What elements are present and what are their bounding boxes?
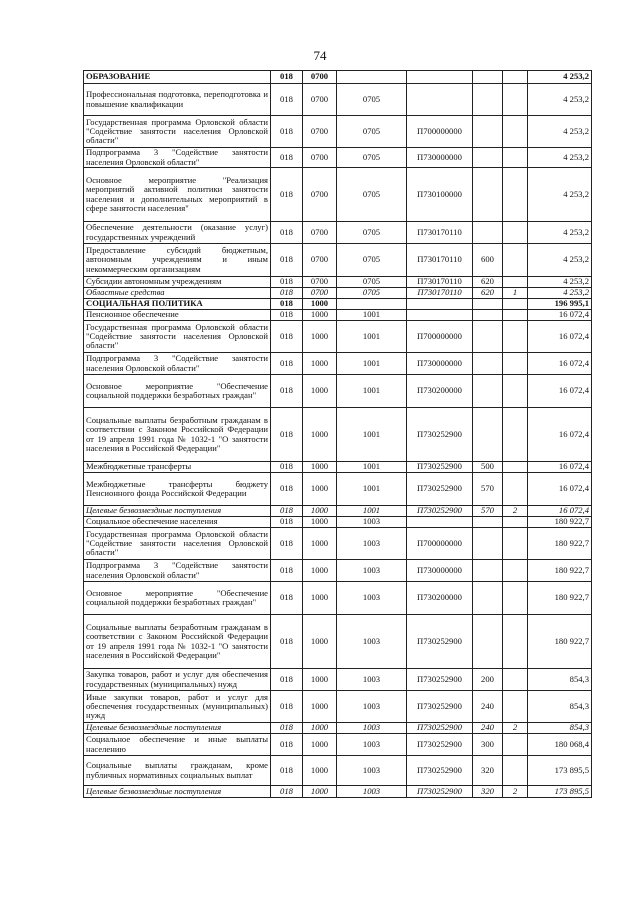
table-row	[84, 473, 592, 506]
row-pr: 0705	[337, 84, 407, 116]
table-row	[84, 560, 592, 582]
row-csr: П730252900	[407, 756, 473, 786]
row-vr	[473, 148, 503, 168]
row-name: Основное мероприятие "Обеспечение социальной поддержки безработных граждан"	[84, 375, 271, 408]
row-sub: 2	[503, 506, 528, 517]
row-vr	[473, 375, 503, 408]
row-sum: 16 072,4	[528, 473, 592, 506]
budget-table-body	[84, 71, 592, 798]
row-sum: 4 253,2	[528, 277, 592, 288]
row-csr: П730252900	[407, 669, 473, 691]
row-csr	[407, 299, 473, 310]
row-rz: 1000	[303, 528, 337, 560]
table-row	[84, 353, 592, 375]
table-row	[84, 786, 592, 798]
row-ved: 018	[271, 756, 303, 786]
row-sub	[503, 168, 528, 222]
row-sum: 854,3	[528, 723, 592, 734]
row-csr	[407, 84, 473, 116]
row-sum: 180 068,4	[528, 734, 592, 756]
row-vr: 200	[473, 669, 503, 691]
row-rz: 1000	[303, 723, 337, 734]
row-rz: 1000	[303, 299, 337, 310]
row-sum: 4 253,2	[528, 168, 592, 222]
row-csr: П730252900	[407, 615, 473, 669]
row-pr: 0705	[337, 244, 407, 277]
table-row	[84, 517, 592, 528]
row-ved: 018	[271, 116, 303, 148]
row-vr	[473, 310, 503, 321]
row-csr: П700000000	[407, 528, 473, 560]
row-vr: 500	[473, 462, 503, 473]
table-row	[84, 462, 592, 473]
row-vr: 570	[473, 506, 503, 517]
row-rz: 1000	[303, 756, 337, 786]
row-pr: 0705	[337, 288, 407, 299]
row-pr: 0705	[337, 168, 407, 222]
row-vr	[473, 615, 503, 669]
row-vr: 570	[473, 473, 503, 506]
row-name: Социальные выплаты безработным гражданам в соответствии с Законом Российской Федерации от 19 апреля 1991 года № 1032-1 "О занятости населения в Российской Федерации"	[84, 615, 271, 669]
row-vr	[473, 528, 503, 560]
row-csr: П730200000	[407, 375, 473, 408]
row-pr: 1003	[337, 517, 407, 528]
row-ved: 018	[271, 244, 303, 277]
row-pr: 1001	[337, 353, 407, 375]
row-csr	[407, 71, 473, 84]
row-rz: 0700	[303, 148, 337, 168]
row-rz: 0700	[303, 244, 337, 277]
row-rz: 0700	[303, 116, 337, 148]
row-rz: 1000	[303, 786, 337, 798]
row-pr: 0705	[337, 148, 407, 168]
row-name: Межбюджетные трансферты	[84, 462, 271, 473]
row-vr	[473, 71, 503, 84]
row-sum: 180 922,7	[528, 615, 592, 669]
row-ved: 018	[271, 277, 303, 288]
row-pr: 1003	[337, 756, 407, 786]
table-row	[84, 691, 592, 723]
row-ved: 018	[271, 582, 303, 615]
row-ved: 018	[271, 310, 303, 321]
row-pr: 1003	[337, 582, 407, 615]
row-sum: 4 253,2	[528, 116, 592, 148]
row-vr: 600	[473, 244, 503, 277]
row-pr: 1003	[337, 723, 407, 734]
row-ved: 018	[271, 299, 303, 310]
row-ved: 018	[271, 462, 303, 473]
row-vr	[473, 582, 503, 615]
row-sum: 173 895,5	[528, 786, 592, 798]
table-row	[84, 148, 592, 168]
row-rz: 1000	[303, 353, 337, 375]
row-sub	[503, 71, 528, 84]
table-row	[84, 408, 592, 462]
row-csr: П730200000	[407, 582, 473, 615]
row-ved: 018	[271, 148, 303, 168]
table-row	[84, 506, 592, 517]
row-sub	[503, 615, 528, 669]
row-name: Социальные выплаты гражданам, кроме публичных нормативных социальных выплат	[84, 756, 271, 786]
table-row	[84, 168, 592, 222]
row-name: СОЦИАЛЬНАЯ ПОЛИТИКА	[84, 299, 271, 310]
row-sub	[503, 734, 528, 756]
row-csr: П730252900	[407, 506, 473, 517]
row-name: Целевые безвозмездные поступления	[84, 723, 271, 734]
row-csr: П730100000	[407, 168, 473, 222]
budget-table	[83, 70, 592, 798]
row-pr: 1003	[337, 615, 407, 669]
row-sum: 16 072,4	[528, 353, 592, 375]
table-row	[84, 528, 592, 560]
row-sub	[503, 222, 528, 244]
row-sub	[503, 669, 528, 691]
row-vr: 620	[473, 277, 503, 288]
row-ved: 018	[271, 723, 303, 734]
row-rz: 1000	[303, 560, 337, 582]
row-rz: 1000	[303, 691, 337, 723]
row-sum: 180 922,7	[528, 517, 592, 528]
row-vr: 620	[473, 288, 503, 299]
table-row	[84, 288, 592, 299]
row-name: ОБРАЗОВАНИЕ	[84, 71, 271, 84]
table-row	[84, 71, 592, 84]
row-sum: 4 253,2	[528, 244, 592, 277]
row-vr	[473, 84, 503, 116]
row-ved: 018	[271, 321, 303, 353]
row-csr: П730170110	[407, 244, 473, 277]
row-name: Основное мероприятие "Обеспечение социальной поддержки безработных граждан"	[84, 582, 271, 615]
row-name: Профессиональная подготовка, переподготовка и повышение квалификации	[84, 84, 271, 116]
table-row	[84, 669, 592, 691]
table-row	[84, 116, 592, 148]
row-name: Подпрограмма 3 "Содействие занятости населения Орловской области"	[84, 353, 271, 375]
row-vr: 300	[473, 734, 503, 756]
row-sum: 4 253,2	[528, 148, 592, 168]
page-number: 74	[313, 48, 327, 63]
row-vr	[473, 321, 503, 353]
row-ved: 018	[271, 560, 303, 582]
row-ved: 018	[271, 353, 303, 375]
table-row	[84, 244, 592, 277]
row-name: Целевые безвозмездные поступления	[84, 786, 271, 798]
table-row	[84, 277, 592, 288]
row-csr: П730252900	[407, 473, 473, 506]
row-sub	[503, 353, 528, 375]
row-vr: 320	[473, 756, 503, 786]
row-sum: 180 922,7	[528, 582, 592, 615]
row-rz: 1000	[303, 310, 337, 321]
row-pr: 0705	[337, 222, 407, 244]
row-ved: 018	[271, 408, 303, 462]
table-row	[84, 756, 592, 786]
row-sum: 4 253,2	[528, 222, 592, 244]
row-pr	[337, 71, 407, 84]
row-sub	[503, 116, 528, 148]
row-sum: 16 072,4	[528, 321, 592, 353]
row-csr: П730252900	[407, 786, 473, 798]
row-name: Предоставление субсидий бюджетным, автономным учреждениям и иным некоммерческим организациям	[84, 244, 271, 277]
row-pr: 1003	[337, 786, 407, 798]
row-csr	[407, 310, 473, 321]
row-rz: 0700	[303, 222, 337, 244]
row-vr	[473, 168, 503, 222]
row-name: Пенсионное обеспечение	[84, 310, 271, 321]
row-sum: 4 253,2	[528, 84, 592, 116]
table-row	[84, 734, 592, 756]
row-sum: 854,3	[528, 691, 592, 723]
row-sub	[503, 691, 528, 723]
row-name: Обеспечение деятельности (оказание услуг) государственных учреждений	[84, 222, 271, 244]
row-name: Подпрограмма 3 "Содействие занятости населения Орловской области"	[84, 148, 271, 168]
row-rz: 1000	[303, 408, 337, 462]
row-rz: 0700	[303, 288, 337, 299]
row-rz: 1000	[303, 517, 337, 528]
row-rz: 0700	[303, 71, 337, 84]
row-sub	[503, 148, 528, 168]
row-sub	[503, 277, 528, 288]
row-sum: 854,3	[528, 669, 592, 691]
row-pr: 1001	[337, 473, 407, 506]
row-name: Государственная программа Орловской области "Содействие занятости населения Орловской области"	[84, 321, 271, 353]
row-vr	[473, 560, 503, 582]
row-sum: 16 072,4	[528, 408, 592, 462]
row-csr: П730252900	[407, 723, 473, 734]
row-pr: 0705	[337, 116, 407, 148]
row-pr: 1001	[337, 462, 407, 473]
row-pr: 1001	[337, 408, 407, 462]
row-csr: П730170110	[407, 222, 473, 244]
row-rz: 1000	[303, 615, 337, 669]
row-pr: 1001	[337, 310, 407, 321]
row-ved: 018	[271, 222, 303, 244]
row-pr: 1003	[337, 734, 407, 756]
row-sum: 16 072,4	[528, 506, 592, 517]
row-sum: 4 253,2	[528, 288, 592, 299]
row-vr	[473, 353, 503, 375]
row-pr: 1001	[337, 375, 407, 408]
row-pr: 1001	[337, 321, 407, 353]
row-pr: 1003	[337, 691, 407, 723]
row-sub	[503, 310, 528, 321]
row-pr: 1003	[337, 669, 407, 691]
table-row	[84, 321, 592, 353]
row-vr: 320	[473, 786, 503, 798]
row-sum: 4 253,2	[528, 71, 592, 84]
row-sum: 16 072,4	[528, 310, 592, 321]
row-ved: 018	[271, 734, 303, 756]
row-rz: 0700	[303, 84, 337, 116]
row-sum: 180 922,7	[528, 528, 592, 560]
table-row	[84, 222, 592, 244]
row-rz: 1000	[303, 669, 337, 691]
row-name: Основное мероприятие "Реализация мероприятий активной политики занятости населения и дополнительных мероприятий в сфере занятости населения"	[84, 168, 271, 222]
row-ved: 018	[271, 84, 303, 116]
row-csr: П700000000	[407, 116, 473, 148]
row-pr: 1003	[337, 528, 407, 560]
row-sub	[503, 528, 528, 560]
table-row	[84, 310, 592, 321]
row-name: Областные средства	[84, 288, 271, 299]
table-row	[84, 615, 592, 669]
row-csr: П730000000	[407, 353, 473, 375]
row-vr	[473, 116, 503, 148]
row-name: Закупка товаров, работ и услуг для обеспечения государственных (муниципальных) нужд	[84, 669, 271, 691]
row-ved: 018	[271, 506, 303, 517]
row-sub	[503, 408, 528, 462]
row-rz: 1000	[303, 734, 337, 756]
table-row	[84, 723, 592, 734]
row-rz: 1000	[303, 375, 337, 408]
row-pr	[337, 299, 407, 310]
row-sub	[503, 517, 528, 528]
row-csr: П730170110	[407, 288, 473, 299]
row-rz: 0700	[303, 277, 337, 288]
row-vr	[473, 299, 503, 310]
row-name: Иные закупки товаров, работ и услуг для обеспечения государственных (муниципальных) нужд	[84, 691, 271, 723]
row-sub	[503, 299, 528, 310]
row-pr: 1003	[337, 560, 407, 582]
row-name: Социальные выплаты безработным гражданам в соответствии с Законом Российской Федерации от 19 апреля 1991 года № 1032-1 "О занятости населения в Российской Федерации"	[84, 408, 271, 462]
row-csr: П730252900	[407, 691, 473, 723]
row-csr: П730252900	[407, 408, 473, 462]
row-csr	[407, 517, 473, 528]
row-name: Подпрограмма 3 "Содействие занятости населения Орловской области"	[84, 560, 271, 582]
row-ved: 018	[271, 528, 303, 560]
row-sub: 2	[503, 723, 528, 734]
row-csr: П730170110	[407, 277, 473, 288]
row-ved: 018	[271, 71, 303, 84]
row-name: Субсидии автономным учреждениям	[84, 277, 271, 288]
row-sub: 2	[503, 786, 528, 798]
row-pr: 0705	[337, 277, 407, 288]
row-csr: П730252900	[407, 734, 473, 756]
table-row	[84, 582, 592, 615]
row-sub	[503, 473, 528, 506]
row-sub	[503, 84, 528, 116]
row-name: Целевые безвозмездные поступления	[84, 506, 271, 517]
row-sum: 16 072,4	[528, 462, 592, 473]
table-row	[84, 375, 592, 408]
table-row	[84, 299, 592, 310]
row-ved: 018	[271, 168, 303, 222]
row-vr	[473, 408, 503, 462]
row-csr: П700000000	[407, 321, 473, 353]
row-ved: 018	[271, 669, 303, 691]
row-sum: 180 922,7	[528, 560, 592, 582]
row-sub	[503, 375, 528, 408]
row-sub	[503, 244, 528, 277]
row-ved: 018	[271, 517, 303, 528]
row-sum: 16 072,4	[528, 375, 592, 408]
row-ved: 018	[271, 786, 303, 798]
row-rz: 1000	[303, 582, 337, 615]
row-sum: 173 895,5	[528, 756, 592, 786]
row-name: Государственная программа Орловской области "Содействие занятости населения Орловской области"	[84, 116, 271, 148]
row-sub	[503, 321, 528, 353]
row-csr: П730000000	[407, 560, 473, 582]
row-ved: 018	[271, 473, 303, 506]
row-rz: 1000	[303, 321, 337, 353]
row-ved: 018	[271, 615, 303, 669]
row-rz: 0700	[303, 168, 337, 222]
row-csr: П730252900	[407, 462, 473, 473]
row-vr	[473, 517, 503, 528]
row-pr: 1001	[337, 506, 407, 517]
row-ved: 018	[271, 375, 303, 408]
row-rz: 1000	[303, 473, 337, 506]
row-sub	[503, 756, 528, 786]
row-vr	[473, 222, 503, 244]
row-ved: 018	[271, 288, 303, 299]
row-sub	[503, 560, 528, 582]
row-rz: 1000	[303, 462, 337, 473]
row-ved: 018	[271, 691, 303, 723]
row-vr: 240	[473, 691, 503, 723]
row-sum: 196 995,1	[528, 299, 592, 310]
row-name: Межбюджетные трансферты бюджету Пенсионного фонда Российской Федерации	[84, 473, 271, 506]
row-rz: 1000	[303, 506, 337, 517]
row-csr: П730000000	[407, 148, 473, 168]
row-sub	[503, 462, 528, 473]
row-name: Социальное обеспечение населения	[84, 517, 271, 528]
row-sub	[503, 582, 528, 615]
row-name: Социальное обеспечение и иные выплаты населению	[84, 734, 271, 756]
row-name: Государственная программа Орловской области "Содействие занятости населения Орловской области"	[84, 528, 271, 560]
row-sub: 1	[503, 288, 528, 299]
table-row	[84, 84, 592, 116]
row-vr: 240	[473, 723, 503, 734]
